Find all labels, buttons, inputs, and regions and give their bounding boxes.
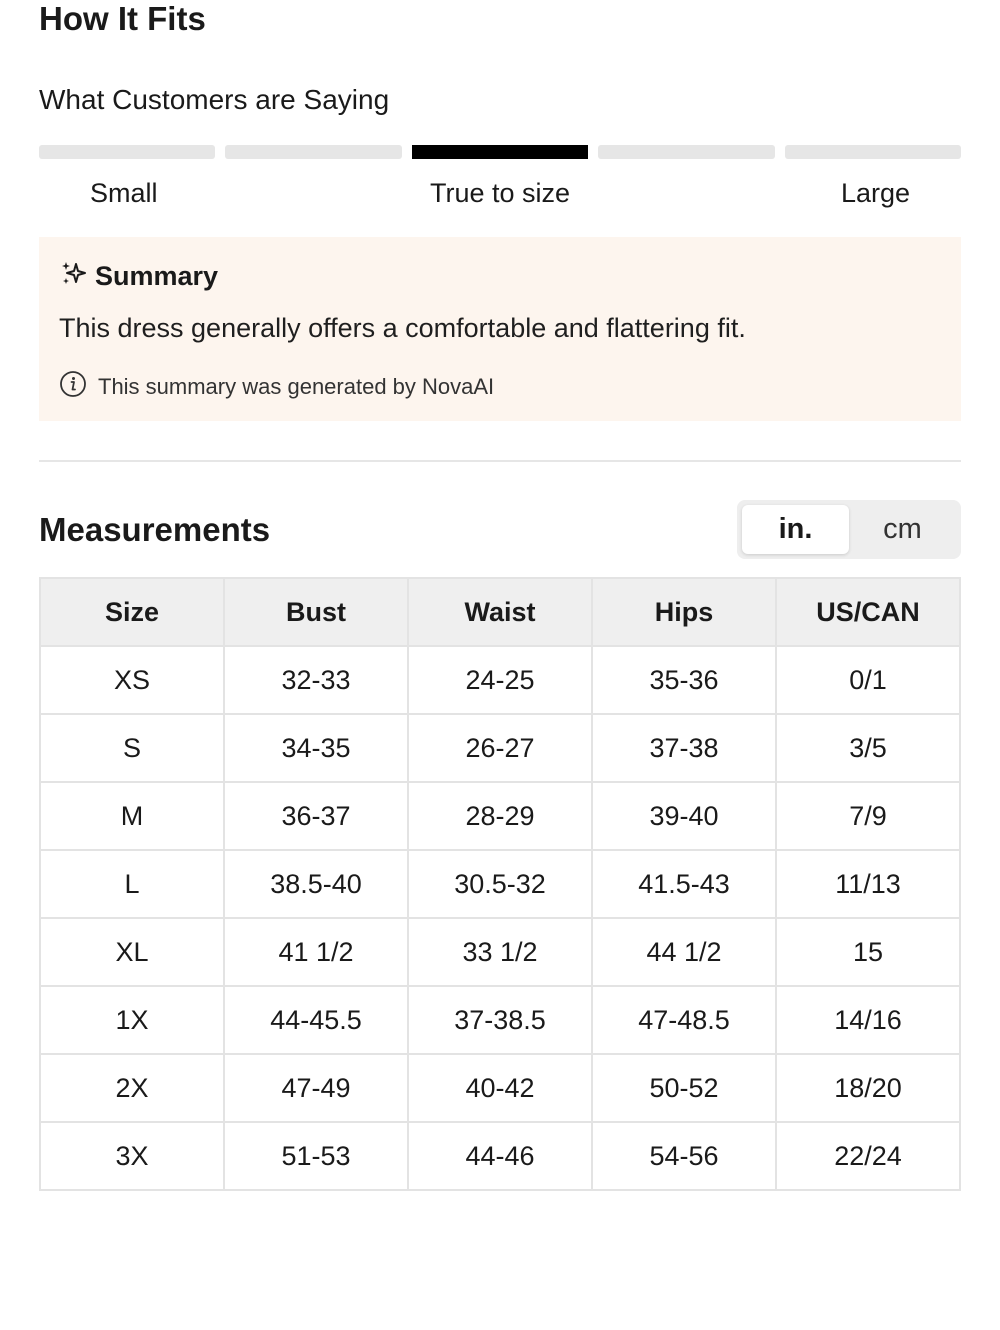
fit-scale-segment-active [412, 145, 588, 159]
cell-us-can: 18/20 [776, 1054, 960, 1122]
cell-us-can: 15 [776, 918, 960, 986]
cell-waist: 24-25 [408, 646, 592, 714]
cell-waist: 33 1/2 [408, 918, 592, 986]
summary-title: Summary [95, 261, 219, 291]
table-row [40, 646, 960, 714]
table-row [40, 714, 960, 782]
table-row [40, 986, 960, 1054]
fit-scale-segment [39, 145, 215, 159]
measurements-table [39, 577, 961, 1191]
cell-size: 2X [40, 1054, 224, 1122]
cell-us-can: 11/13 [776, 850, 960, 918]
cell-hips: 54-56 [592, 1122, 776, 1190]
customer-feedback-subtitle: What Customers are Saying [39, 84, 390, 115]
summary-header [59, 259, 218, 294]
fit-label-large: Large [840, 178, 910, 208]
cell-size: M [40, 782, 224, 850]
cell-us-can: 3/5 [776, 714, 960, 782]
cell-waist: 28-29 [408, 782, 592, 850]
cell-bust: 32-33 [224, 646, 408, 714]
page-title: How It Fits [39, 0, 206, 37]
fit-scale-segment [225, 145, 401, 159]
cell-hips: 35-36 [592, 646, 776, 714]
measurements-title: Measurements [39, 511, 271, 548]
section-divider [39, 460, 961, 462]
info-icon [59, 370, 87, 403]
fit-label-small: Small [90, 178, 158, 208]
cell-bust: 38.5-40 [224, 850, 408, 918]
fit-scale-segment [785, 145, 961, 159]
cell-bust: 36-37 [224, 782, 408, 850]
cell-bust: 51-53 [224, 1122, 408, 1190]
cell-bust: 41 1/2 [224, 918, 408, 986]
cell-hips: 41.5-43 [592, 850, 776, 918]
column-header-hips: Hips [592, 578, 776, 646]
cell-waist: 37-38.5 [408, 986, 592, 1054]
summary-note [59, 370, 494, 403]
cell-waist: 40-42 [408, 1054, 592, 1122]
column-header-size: Size [40, 578, 224, 646]
cell-waist: 30.5-32 [408, 850, 592, 918]
table-row [40, 782, 960, 850]
cell-us-can: 22/24 [776, 1122, 960, 1190]
cell-hips: 37-38 [592, 714, 776, 782]
cell-hips: 50-52 [592, 1054, 776, 1122]
column-header-bust: Bust [224, 578, 408, 646]
cell-bust: 47-49 [224, 1054, 408, 1122]
cell-hips: 44 1/2 [592, 918, 776, 986]
fit-scale [39, 145, 961, 159]
table-header-row [40, 578, 960, 646]
cell-hips: 47-48.5 [592, 986, 776, 1054]
fit-label-true-to-size: True to size [429, 178, 571, 208]
table-row [40, 1122, 960, 1190]
cell-waist: 26-27 [408, 714, 592, 782]
cell-us-can: 14/16 [776, 986, 960, 1054]
summary-text: This dress generally offers a comfortable and flattering fit. [59, 313, 746, 343]
cell-size: L [40, 850, 224, 918]
table-row [40, 850, 960, 918]
unit-toggle [737, 500, 961, 559]
cell-size: S [40, 714, 224, 782]
unit-cm-button[interactable]: cm [883, 513, 922, 545]
cell-size: XS [40, 646, 224, 714]
cell-bust: 44-45.5 [224, 986, 408, 1054]
summary-note-text: This summary was generated by NovaAI [98, 373, 495, 399]
fit-scale-segment [598, 145, 774, 159]
cell-hips: 39-40 [592, 782, 776, 850]
cell-bust: 34-35 [224, 714, 408, 782]
cell-waist: 44-46 [408, 1122, 592, 1190]
cell-size: XL [40, 918, 224, 986]
cell-us-can: 7/9 [776, 782, 960, 850]
cell-size: 3X [40, 1122, 224, 1190]
sparkle-icon [59, 259, 89, 294]
cell-size: 1X [40, 986, 224, 1054]
cell-us-can: 0/1 [776, 646, 960, 714]
unit-inches-button[interactable]: in. [742, 505, 849, 554]
column-header-waist: Waist [408, 578, 592, 646]
summary-box [39, 237, 961, 421]
column-header-us-can: US/CAN [776, 578, 960, 646]
table-row [40, 1054, 960, 1122]
table-row [40, 918, 960, 986]
